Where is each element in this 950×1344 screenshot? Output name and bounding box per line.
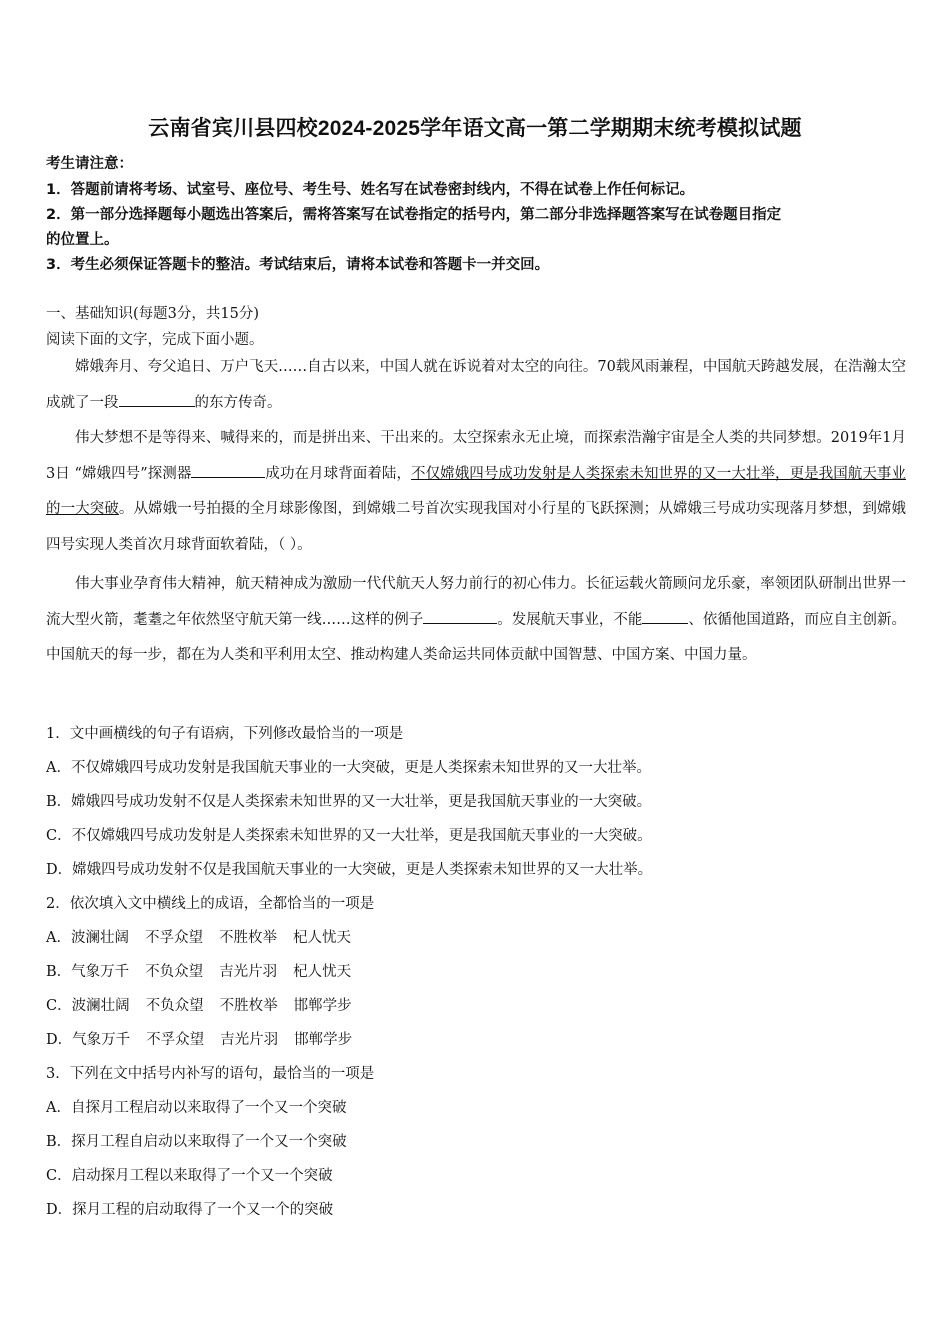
- section-heading: 一、基础知识(每题3分，共15分): [46, 306, 259, 322]
- passage-p1-text-a: 嫦娥奔月、夸父追日、万户飞天……自古以来，中国人就在诉说着对太空的向往。70载风雨兼程，中国航天跨越发展，在浩瀚太空成就了一段: [46, 359, 906, 411]
- question-3-option-b: B．探月工程自启动以来取得了一个又一个突破: [46, 1134, 347, 1150]
- option-word: 不孚众望: [144, 930, 203, 946]
- question-1-stem: 1．文中画横线的句子有语病，下列修改最恰当的一项是: [46, 726, 404, 742]
- notice-item-2-cont: 的位置上。: [46, 232, 119, 248]
- option-word: 邯郸学步: [293, 998, 352, 1014]
- option-word: 不孚众望: [146, 1032, 205, 1048]
- option-word: 气象万千: [71, 964, 130, 980]
- option-word: 吉光片羽: [220, 1032, 279, 1048]
- passage-p2-text-b: 成功在月球背面着陆，: [265, 465, 412, 482]
- question-2-option-a: [46, 926, 351, 947]
- question-2-option-c: [46, 994, 352, 1015]
- section-instruction: 阅读下面的文字，完成下面小题。: [46, 332, 264, 348]
- answer-blank-2: [191, 463, 265, 478]
- option-word: 气象万千: [72, 1032, 131, 1048]
- question-3-option-c: C．启动探月工程以来取得了一个又一个突破: [46, 1168, 333, 1184]
- option-letter: B．: [46, 964, 72, 980]
- option-word: 波澜壮阔: [70, 930, 129, 946]
- question-1-option-c: C．不仅嫦娥四号成功发射是人类探索未知世界的又一大壮举，更是我国航天事业的一大突破。: [46, 828, 652, 844]
- answer-blank-1: [119, 392, 195, 407]
- question-3-option-d: D．探月工程的启动取得了一个又一个的突破: [46, 1202, 334, 1218]
- option-word: 波澜壮阔: [71, 998, 130, 1014]
- option-letter: C．: [46, 998, 72, 1014]
- option-word: 吉光片羽: [219, 964, 278, 980]
- notice-item-2: 2．第一部分选择题每小题选出答案后，需将答案写在试卷指定的括号内，第二部分非选择题答案写在试卷题目指定: [46, 207, 782, 223]
- passage-p1-text-b: 的东方传奇。: [194, 394, 282, 411]
- question-2-stem: 2．依次填入文中横线上的成语，全都恰当的一项是: [46, 896, 375, 912]
- notice-item-1: 1．答题前请将考场、试室号、座位号、考生号、姓名写在试卷密封线内，不得在试卷上作任何标记。: [46, 182, 695, 198]
- option-word: 杞人忧天: [292, 930, 351, 946]
- option-letter: D．: [46, 1032, 73, 1048]
- question-2-option-d: [46, 1028, 352, 1049]
- option-word: 杞人忧天: [293, 964, 352, 980]
- question-1-option-a: A．不仅嫦娥四号成功发射是我国航天事业的一大突破，更是人类探索未知世界的又一大壮举。: [46, 760, 651, 776]
- answer-blank-4: [642, 609, 688, 624]
- option-word: 邯郸学步: [294, 1032, 353, 1048]
- question-2-option-b: [46, 960, 351, 981]
- passage-paragraph-2: [46, 421, 906, 563]
- underlined-sentence: 不仅嫦娥四号成功发射是人类探索未知世界的又一大壮举，更是我国航天事业的一大突破: [46, 465, 906, 517]
- passage-p2-text-c: 。从嫦娥一号拍摄的全月球影像图，到嫦娥二号首次实现我国对小行星的飞跃探测；从嫦娥三号成功实现落月梦想，到嫦娥四号实现人类首次月球背面软着陆，（ ）。: [46, 501, 906, 553]
- passage-p3-text-a: 伟大事业孕育伟大精神，航天精神成为激励一代代航天人努力前行的初心伟力。长征运载火箭顾问龙乐豪，率领团队研制出世界一流大型火箭，耄耋之年依然坚守航天第一线……这样的例子: [46, 576, 906, 628]
- passage-paragraph-1: [46, 350, 906, 421]
- passage-p3-text-b: 。发展航天事业，不能: [497, 611, 643, 628]
- passage-p3-text-c: 、依循他国道路，而应自主创新。中国航天的每一步，都在为人类和平利用太空、推动构建人类命运共同体贡献中国智慧、中国方案、中国力量。: [46, 611, 907, 663]
- question-3-option-a: A．自探月工程启动以来取得了一个又一个突破: [46, 1100, 347, 1116]
- option-letter: A．: [46, 930, 71, 946]
- question-3-stem: 3．下列在文中括号内补写的语句，最恰当的一项是: [46, 1066, 375, 1082]
- option-word: 不负众望: [145, 964, 204, 980]
- notice-item-3: 3．考生必须保证答题卡的整洁。考试结束后，请将本试卷和答题卡一并交回。: [46, 257, 550, 273]
- question-1-option-d: D．嫦娥四号成功发射不仅是我国航天事业的一大突破，更是人类探索未知世界的又一大壮举。: [46, 862, 653, 878]
- question-1-option-b: B．嫦娥四号成功发射不仅是人类探索未知世界的又一大壮举，更是我国航天事业的一大突破。: [46, 794, 652, 810]
- exam-title: 云南省宾川县四校2024-2025学年语文高一第二学期期末统考模拟试题: [148, 117, 802, 140]
- answer-blank-3: [423, 609, 497, 624]
- option-word: 不胜枚举: [218, 930, 277, 946]
- option-word: 不负众望: [145, 998, 204, 1014]
- passage-p2-text-a: 伟大梦想不是等得来、喊得来的，而是拼出来、干出来的。太空探索永无止境，而探索浩瀚宇宙是全人类的共同梦想。2019年1月3日 “嫦娥四号”探测器: [46, 430, 906, 482]
- option-word: 不胜枚举: [219, 998, 278, 1014]
- passage-paragraph-3: [46, 567, 906, 674]
- notice-heading: 考生请注意：: [46, 156, 133, 172]
